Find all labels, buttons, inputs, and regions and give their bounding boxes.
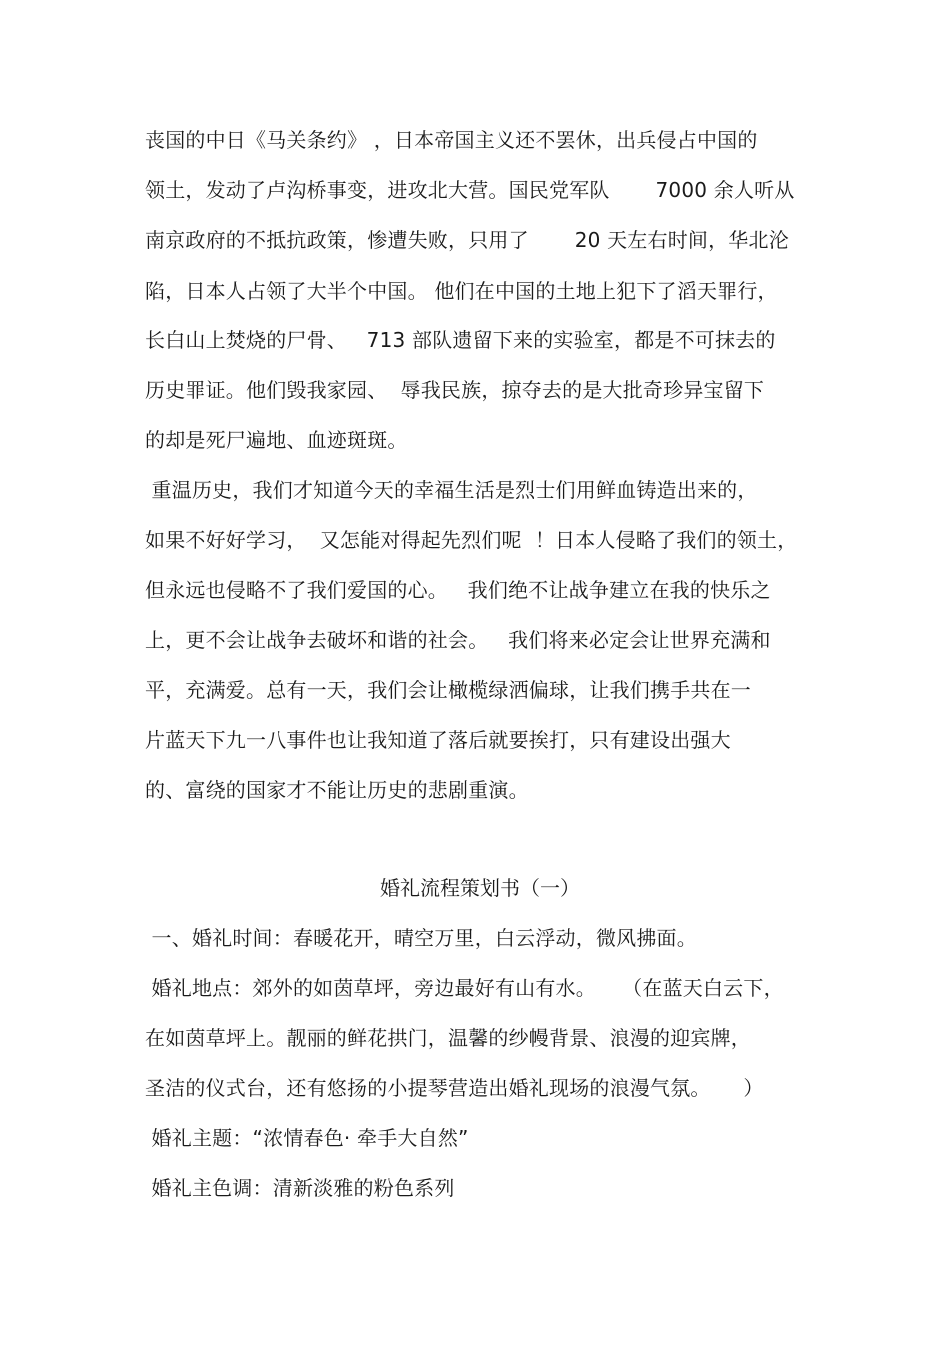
section-title: 婚礼流程策划书（一） — [380, 876, 580, 900]
plan-line: 婚礼地点：郊外的如茵草坪，旁边最好有山有水。 （在蓝天白云下， — [145, 976, 784, 1000]
plan-line: 婚礼主色调：清新淡雅的粉色系列 — [145, 1176, 455, 1200]
essay-line: 历史罪证。他们毁我家园、 辱我民族，掠夺去的是大批奇珍异宝留下 — [145, 378, 765, 402]
essay-line: 南京政府的不抵抗政策，惨遭失败，只用了 20 天左右时间，华北沦 — [145, 228, 789, 252]
essay-line: 但永远也侵略不了我们爱国的心。 我们绝不让战争建立在我的快乐之 — [145, 578, 771, 602]
plan-line: 婚礼主题：“浓情春色· 牵手大自然” — [145, 1126, 469, 1150]
plan-line: 圣洁的仪式台，还有悠扬的小提琴营造出婚礼现场的浪漫气氛。 ） — [145, 1076, 764, 1100]
essay-line: 如果不好好学习， 又怎能对得起先烈们呢 ！日本人侵略了我们的领土， — [145, 528, 798, 552]
essay-line: 的却是死尸遍地、血迹斑斑。 — [145, 428, 408, 452]
essay-line: 的、富绕的国家才不能让历史的悲剧重演。 — [145, 778, 529, 802]
essay-line: 上，更不会让战争去破坏和谐的社会。 我们将来必定会让世界充满和 — [145, 628, 771, 652]
essay-line: 平，充满爱。总有一天，我们会让橄榄绿洒偏球，让我们携手共在一 — [145, 678, 751, 702]
essay-line: 领土，发动了卢沟桥事变，进攻北大营。国民党军队 7000 余人听从 — [145, 178, 795, 202]
essay-line: 重温历史，我们才知道今天的幸福生活是烈士们用鲜血铸造出来的， — [145, 478, 758, 502]
essay-line: 片蓝天下九一八事件也让我知道了落后就要挨打，只有建设出强大 — [145, 728, 731, 752]
essay-line: 丧国的中日《马关条约》 ，日本帝国主义还不罢休，出兵侵占中国的 — [145, 128, 758, 152]
essay-line: 陷，日本人占领了大半个中国。 他们在中国的土地上犯下了滔天罪行， — [145, 279, 778, 303]
essay-line: 长白山上焚烧的尸骨、 713 部队遗留下来的实验室，都是不可抹去的 — [145, 328, 776, 352]
plan-line: 在如茵草坪上。靓丽的鲜花拱门，温馨的纱幔背景、浪漫的迎宾牌， — [145, 1026, 751, 1050]
plan-line: 一、婚礼时间：春暖花开，晴空万里，白云浮动，微风拂面。 — [145, 926, 697, 950]
